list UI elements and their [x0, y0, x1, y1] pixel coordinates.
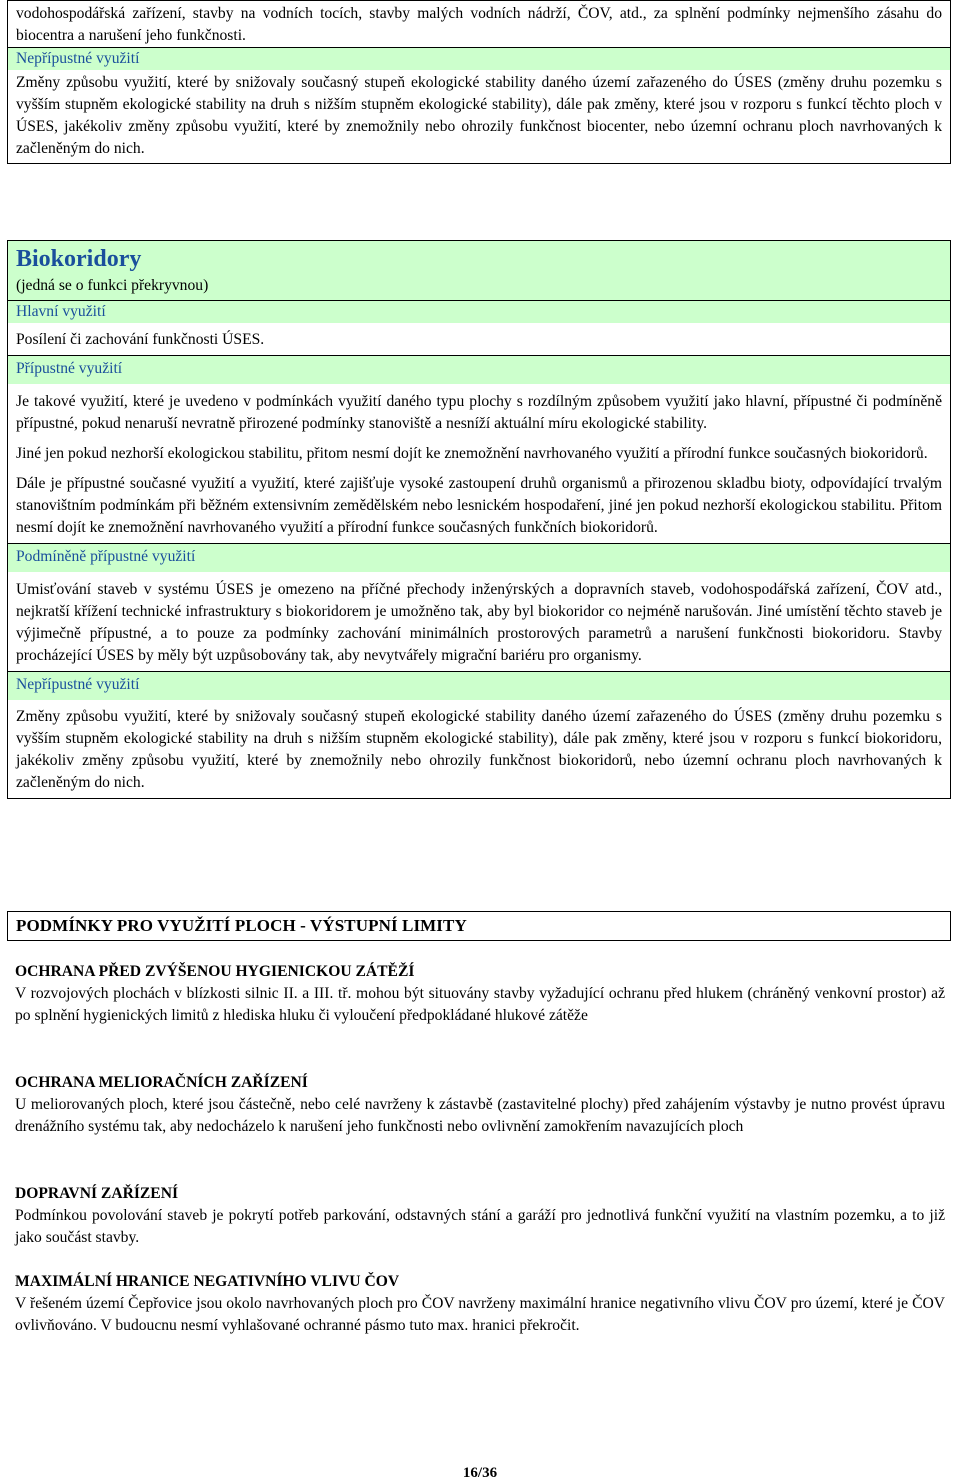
- hlavni-text-cell: [8, 323, 950, 355]
- hlavni-label-cell: [8, 300, 950, 323]
- section-hygiene: [15, 961, 945, 1027]
- section-title: OCHRANA PŘED ZVÝŠENOU HYGIENICKOU ZÁTĚŽÍ: [15, 963, 415, 980]
- prip-paragraph: Je takové využití, které je uvedeno v podmínkách využití daného typu plochy s rozdílným způsobem využití jako hlavní, přípustné či podmíněně přípustné, pokud nenaruší nevratně přirozené podmínky stanoviště a nesníží aktuální míru ekologické stability.: [16, 393, 942, 432]
- biokoridory-subtitle: (jedná se o funkci překryvnou): [16, 277, 209, 294]
- section-title: OCHRANA MELIORAČNÍCH ZAŘÍZENÍ: [15, 1074, 308, 1091]
- section-meliorace: [15, 1072, 945, 1138]
- neprip2-text: Změny způsobu využití, které by snižovaly současný stupeň ekologické stability daného území zařazeného do ÚSES (změny druhu pozemku s vyšším stupněm ekologické stability na druh s nižším stupněm ekologické stability), dále pak změny, které jsou v rozporu s funkcí biokoridoru, jakékoliv změny způsobu využití, které by znemožnily nebo ohrozily funkčnost biokoridorů, nebo územní ochranu ploch navrhovaných k začleněným do nich.: [16, 708, 942, 791]
- section-text: V řešeném území Čepřovice jsou okolo navrhovaných ploch pro ČOV navrženy maximální hranice negativního vlivu ČOV pro území, které je ČOV ovlivňováno. V budoucnu nesmí vyhlašované ochranné pásmo tuto max. hranici překročit.: [15, 1295, 945, 1334]
- prip-paragraph: Dále je přípustné současné využití a využití, které zajišťuje vysoké zastoupení druhů organismů a přirozenou skladbu bioty, odpovídající trvalým stanovištním podmínkám při běžném extensivním zemědělském nebo lesnickém hospodaření, jiné jen pokud nezhorší ekologickou stabilitu. Přitom nesmí dojít ke znemožnění navrhovaného využití a přírodní funkce současných funkčních biokoridorů.: [16, 475, 942, 536]
- biokoridory-header-cell: [8, 241, 950, 300]
- neprip-text-cell: [8, 70, 950, 163]
- hlavni-label: Hlavní využití: [16, 303, 106, 320]
- neprip2-text-cell: [8, 700, 950, 798]
- podm-text-cell: [8, 572, 950, 671]
- podm-label-cell: [8, 543, 950, 572]
- section-title: DOPRAVNÍ ZAŘÍZENÍ: [15, 1185, 179, 1202]
- continuation-text: vodohospodářská zařízení, stavby na vodních tocích, stavby malých vodních nádrží, ČOV, atd., za splnění podmínky nejmenšího zásahu do biocentra a narušení jeho funkčnosti.: [16, 5, 942, 44]
- podm-text: Umisťování staveb v systému ÚSES je omezeno na příčné přechody inženýrských a dopravních staveb, vodohospodářská zařízení, ČOV atd., nejkratší křížení technické infrastruktury s biokoridorem je umožněno tak, aby byl biokoridor co nejméně narušován. Jiné umístění těchto staveb je výjimečně přípustné, a to pouze za podmínky zachování minimálních prostorových parametrů a narušení funkčnosti biokoridoru. Stavby procházející ÚSES by měly být uzpůsobovány tak, aby nevytvářely migrační bariéru pro organismy.: [16, 581, 942, 664]
- section-text: V rozvojových plochách v blízkosti silnic II. a III. tř. mohou být situovány stavby vyžadující ochranu před hlukem (chráněný venkovní prostor) až po splnění hygienických limitů z hlediska hluku či vyloučení předpokládané hlukové zátěže: [15, 985, 945, 1024]
- section-doprava: [15, 1183, 945, 1249]
- neprip-label: Nepřípustné využití: [16, 50, 140, 67]
- section-cov: [15, 1271, 945, 1337]
- section-text: Podmínkou povolování staveb je pokrytí potřeb parkování, odstavných stání a garáží pro jednotlivá funkční využití na vlastním pozemku, a to již jako součást stavby.: [15, 1207, 945, 1246]
- biokoridory-box: [7, 240, 951, 799]
- neprip2-label-cell: [8, 671, 950, 700]
- prip-paragraph: Jiné jen pokud nezhorší ekologickou stabilitu, přitom nesmí dojít ke znemožnění navrhovaného využití a přírodní funkce současných biokoridorů.: [16, 445, 928, 462]
- biocentra-continuation-box: [7, 0, 951, 164]
- continuation-cell: [8, 1, 950, 47]
- neprip-text: Změny způsobu využití, které by snižovaly současný stupeň ekologické stability daného území zařazeného do ÚSES (změny druhu pozemku s vyšším stupněm ekologické stability na druh s nižším stupněm ekologické stability), dále pak změny, které jsou v rozporu s funkcí těchto ploch v ÚSES, jakékoliv změny způsobu využití, které by znemožnily nebo ohrozily funkčnost biocenter, nebo územní ochranu ploch navrhovaných k začleněným do nich.: [16, 74, 942, 157]
- neprip2-label: Nepřípustné využití: [16, 676, 140, 693]
- section-title: MAXIMÁLNÍ HRANICE NEGATIVNÍHO VLIVU ČOV: [15, 1273, 400, 1290]
- prip-label-cell: [8, 355, 950, 384]
- page-number: 16/36: [462, 1465, 498, 1481]
- biokoridory-title: Biokoridory: [16, 246, 142, 272]
- limits-header: PODMÍNKY PRO VYUŽITÍ PLOCH - VÝSTUPNÍ LIMITY: [7, 911, 951, 941]
- hlavni-text: Posílení či zachování funkčnosti ÚSES.: [16, 331, 265, 348]
- neprip-label-cell: [8, 47, 950, 70]
- section-text: U meliorovaných ploch, které jsou částečně, nebo celé navrženy k zástavbě (zastavitelné plochy) před zahájením výstavby je nutno provést úpravu drenážního systému tak, aby nedocházelo k narušení jeho funkčnosti nebo ovlivnění zamokřením navazujících ploch: [15, 1096, 945, 1135]
- prip-text-cell: [8, 384, 950, 543]
- podm-label: Podmíněně přípustné využití: [16, 548, 196, 565]
- prip-label: Přípustné využití: [16, 360, 123, 377]
